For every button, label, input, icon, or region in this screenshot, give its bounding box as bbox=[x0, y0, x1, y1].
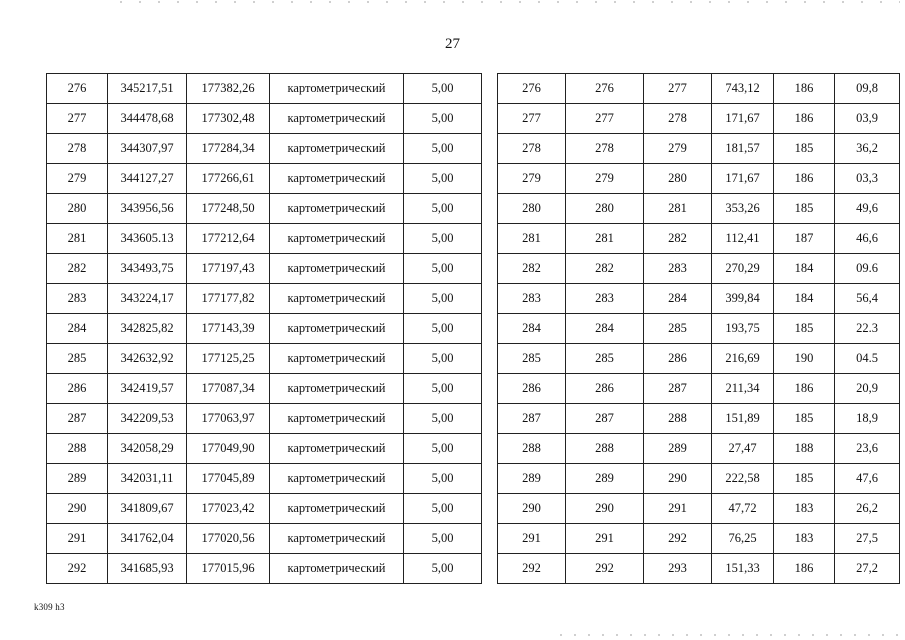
table-cell: 187 bbox=[774, 224, 835, 254]
segments-row bbox=[498, 374, 900, 404]
table-cell: 151,89 bbox=[712, 404, 774, 434]
table-cell: картометрический bbox=[270, 404, 404, 434]
table-cell: 09,8 bbox=[835, 74, 900, 104]
table-cell: 185 bbox=[774, 194, 835, 224]
segments-row bbox=[498, 284, 900, 314]
table-cell: 285 bbox=[47, 344, 108, 374]
table-cell: 5,00 bbox=[404, 314, 482, 344]
table-cell: 18,9 bbox=[835, 404, 900, 434]
table-cell: 287 bbox=[566, 404, 644, 434]
table-cell: 216,69 bbox=[712, 344, 774, 374]
table-cell: 277 bbox=[566, 104, 644, 134]
table-cell: картометрический bbox=[270, 194, 404, 224]
table-cell: 353,26 bbox=[712, 194, 774, 224]
table-cell: 5,00 bbox=[404, 284, 482, 314]
table-cell: 280 bbox=[498, 194, 566, 224]
table-cell: 278 bbox=[566, 134, 644, 164]
coordinates-row bbox=[47, 494, 482, 524]
table-cell: 743,12 bbox=[712, 74, 774, 104]
table-cell: 56,4 bbox=[835, 284, 900, 314]
table-cell: 177087,34 bbox=[187, 374, 270, 404]
coordinates-row bbox=[47, 104, 482, 134]
table-cell: 282 bbox=[644, 224, 712, 254]
table-cell: 277 bbox=[47, 104, 108, 134]
table-cell: 193,75 bbox=[712, 314, 774, 344]
table-cell: 342209,53 bbox=[108, 404, 187, 434]
segments-row bbox=[498, 224, 900, 254]
table-cell: 188 bbox=[774, 434, 835, 464]
table-cell: 177125,25 bbox=[187, 344, 270, 374]
table-cell: 177302,48 bbox=[187, 104, 270, 134]
table-cell: 5,00 bbox=[404, 164, 482, 194]
table-cell: 276 bbox=[47, 74, 108, 104]
table-cell: 177248,50 bbox=[187, 194, 270, 224]
coordinates-row bbox=[47, 374, 482, 404]
table-cell: 344127,27 bbox=[108, 164, 187, 194]
table-cell: 177266,61 bbox=[187, 164, 270, 194]
table-cell: 342058,29 bbox=[108, 434, 187, 464]
table-cell: 284 bbox=[47, 314, 108, 344]
table-cell: 341685,93 bbox=[108, 554, 187, 584]
table-cell: 177045,89 bbox=[187, 464, 270, 494]
segments-row bbox=[498, 164, 900, 194]
table-cell: 26,2 bbox=[835, 494, 900, 524]
table-cell: 5,00 bbox=[404, 254, 482, 284]
table-cell: 186 bbox=[774, 164, 835, 194]
table-cell: 278 bbox=[498, 134, 566, 164]
table-cell: 5,00 bbox=[404, 134, 482, 164]
table-cell: 344307,97 bbox=[108, 134, 187, 164]
table-cell: 287 bbox=[644, 374, 712, 404]
table-cell: 171,67 bbox=[712, 104, 774, 134]
table-cell: 112,41 bbox=[712, 224, 774, 254]
coordinates-row bbox=[47, 554, 482, 584]
table-cell: 151,33 bbox=[712, 554, 774, 584]
table-cell: 23,6 bbox=[835, 434, 900, 464]
table-cell: 342825,82 bbox=[108, 314, 187, 344]
table-cell: 289 bbox=[644, 434, 712, 464]
table-cell: 04.5 bbox=[835, 344, 900, 374]
table-cell: 270,29 bbox=[712, 254, 774, 284]
table-cell: 177382,26 bbox=[187, 74, 270, 104]
table-cell: 177197,43 bbox=[187, 254, 270, 284]
table-cell: 03,3 bbox=[835, 164, 900, 194]
segments-row bbox=[498, 104, 900, 134]
table-cell: картометрический bbox=[270, 554, 404, 584]
table-cell: 281 bbox=[566, 224, 644, 254]
table-cell: 280 bbox=[566, 194, 644, 224]
table-cell: 5,00 bbox=[404, 74, 482, 104]
table-cell: 291 bbox=[498, 524, 566, 554]
table-cell: 177049,90 bbox=[187, 434, 270, 464]
table-cell: 292 bbox=[498, 554, 566, 584]
table-cell: 289 bbox=[566, 464, 644, 494]
table-cell: 76,25 bbox=[712, 524, 774, 554]
table-cell: 292 bbox=[644, 524, 712, 554]
table-cell: 279 bbox=[47, 164, 108, 194]
table-cell: картометрический bbox=[270, 524, 404, 554]
table-cell: 5,00 bbox=[404, 194, 482, 224]
table-cell: 343605.13 bbox=[108, 224, 187, 254]
table-cell: 342031,11 bbox=[108, 464, 187, 494]
table-cell: 281 bbox=[47, 224, 108, 254]
segments-row bbox=[498, 524, 900, 554]
table-cell: 278 bbox=[644, 104, 712, 134]
table-cell: 279 bbox=[498, 164, 566, 194]
table-cell: 5,00 bbox=[404, 374, 482, 404]
table-cell: 287 bbox=[47, 404, 108, 434]
table-cell: 222,58 bbox=[712, 464, 774, 494]
table-cell: 288 bbox=[498, 434, 566, 464]
table-cell: картометрический bbox=[270, 164, 404, 194]
coordinates-row bbox=[47, 194, 482, 224]
table-cell: 290 bbox=[498, 494, 566, 524]
table-cell: 185 bbox=[774, 314, 835, 344]
table-cell: картометрический bbox=[270, 284, 404, 314]
table-cell: картометрический bbox=[270, 314, 404, 344]
table-cell: 399,84 bbox=[712, 284, 774, 314]
table-cell: 285 bbox=[644, 314, 712, 344]
table-cell: 284 bbox=[644, 284, 712, 314]
coordinates-row bbox=[47, 344, 482, 374]
segments-table bbox=[497, 73, 900, 584]
table-cell: 177212,64 bbox=[187, 224, 270, 254]
table-cell: 5,00 bbox=[404, 464, 482, 494]
table-cell: 345217,51 bbox=[108, 74, 187, 104]
table-cell: 186 bbox=[774, 374, 835, 404]
table-cell: 177063,97 bbox=[187, 404, 270, 434]
table-cell: 292 bbox=[47, 554, 108, 584]
table-cell: 277 bbox=[644, 74, 712, 104]
table-cell: 09.6 bbox=[835, 254, 900, 284]
segments-row bbox=[498, 464, 900, 494]
table-cell: 27,2 bbox=[835, 554, 900, 584]
table-cell: 286 bbox=[47, 374, 108, 404]
table-cell: 281 bbox=[498, 224, 566, 254]
table-cell: 5,00 bbox=[404, 104, 482, 134]
table-cell: 283 bbox=[498, 284, 566, 314]
table-cell: 190 bbox=[774, 344, 835, 374]
table-cell: 282 bbox=[47, 254, 108, 284]
coordinates-row bbox=[47, 524, 482, 554]
scan-artifact-bottom bbox=[560, 634, 900, 636]
coordinates-row bbox=[47, 254, 482, 284]
coordinates-row bbox=[47, 134, 482, 164]
table-cell: 186 bbox=[774, 104, 835, 134]
table-cell: 27,47 bbox=[712, 434, 774, 464]
segments-row bbox=[498, 494, 900, 524]
table-cell: 342632,92 bbox=[108, 344, 187, 374]
table-cell: 291 bbox=[566, 524, 644, 554]
table-cell: картометрический bbox=[270, 134, 404, 164]
table-cell: 292 bbox=[566, 554, 644, 584]
table-cell: 280 bbox=[644, 164, 712, 194]
coordinates-row bbox=[47, 284, 482, 314]
table-cell: 46,6 bbox=[835, 224, 900, 254]
table-cell: 279 bbox=[644, 134, 712, 164]
table-cell: 5,00 bbox=[404, 434, 482, 464]
table-cell: картометрический bbox=[270, 224, 404, 254]
segments-row bbox=[498, 134, 900, 164]
table-cell: 291 bbox=[644, 494, 712, 524]
coordinates-table bbox=[46, 73, 482, 584]
table-cell: 280 bbox=[47, 194, 108, 224]
table-cell: 342419,57 bbox=[108, 374, 187, 404]
table-cell: 5,00 bbox=[404, 404, 482, 434]
table-cell: 290 bbox=[566, 494, 644, 524]
table-cell: 5,00 bbox=[404, 554, 482, 584]
segments-row bbox=[498, 344, 900, 374]
coordinates-row bbox=[47, 404, 482, 434]
table-cell: 185 bbox=[774, 134, 835, 164]
table-cell: 276 bbox=[498, 74, 566, 104]
coordinates-row bbox=[47, 434, 482, 464]
table-cell: 283 bbox=[566, 284, 644, 314]
table-cell: 343224,17 bbox=[108, 284, 187, 314]
table-cell: 285 bbox=[498, 344, 566, 374]
table-cell: 344478,68 bbox=[108, 104, 187, 134]
table-cell: картометрический bbox=[270, 104, 404, 134]
table-cell: 289 bbox=[498, 464, 566, 494]
table-cell: 177015,96 bbox=[187, 554, 270, 584]
table-cell: 183 bbox=[774, 524, 835, 554]
coordinates-row bbox=[47, 224, 482, 254]
table-cell: 341809,67 bbox=[108, 494, 187, 524]
table-cell: 291 bbox=[47, 524, 108, 554]
table-cell: 284 bbox=[566, 314, 644, 344]
segments-row bbox=[498, 254, 900, 284]
table-cell: 285 bbox=[566, 344, 644, 374]
table-cell: 184 bbox=[774, 254, 835, 284]
table-cell: 289 bbox=[47, 464, 108, 494]
table-cell: 183 bbox=[774, 494, 835, 524]
table-cell: 211,34 bbox=[712, 374, 774, 404]
table-cell: 293 bbox=[644, 554, 712, 584]
table-cell: 36,2 bbox=[835, 134, 900, 164]
table-cell: 5,00 bbox=[404, 344, 482, 374]
segments-row bbox=[498, 434, 900, 464]
table-cell: 5,00 bbox=[404, 494, 482, 524]
table-cell: 03,9 bbox=[835, 104, 900, 134]
table-cell: 177284,34 bbox=[187, 134, 270, 164]
table-cell: картометрический bbox=[270, 74, 404, 104]
table-cell: картометрический bbox=[270, 254, 404, 284]
table-cell: 277 bbox=[498, 104, 566, 134]
table-cell: 177023,42 bbox=[187, 494, 270, 524]
table-cell: 290 bbox=[47, 494, 108, 524]
table-cell: картометрический bbox=[270, 434, 404, 464]
table-cell: 276 bbox=[566, 74, 644, 104]
table-cell: 171,67 bbox=[712, 164, 774, 194]
table-cell: 281 bbox=[644, 194, 712, 224]
table-cell: 177020,56 bbox=[187, 524, 270, 554]
table-cell: 284 bbox=[498, 314, 566, 344]
table-cell: 290 bbox=[644, 464, 712, 494]
scan-artifact-top bbox=[120, 1, 900, 3]
table-cell: 22.3 bbox=[835, 314, 900, 344]
table-cell: картометрический bbox=[270, 464, 404, 494]
table-cell: 47,72 bbox=[712, 494, 774, 524]
table-cell: 47,6 bbox=[835, 464, 900, 494]
coordinates-row bbox=[47, 464, 482, 494]
table-cell: 5,00 bbox=[404, 524, 482, 554]
table-cell: 49,6 bbox=[835, 194, 900, 224]
table-cell: 186 bbox=[774, 74, 835, 104]
segments-row bbox=[498, 554, 900, 584]
table-cell: 185 bbox=[774, 404, 835, 434]
table-cell: 282 bbox=[498, 254, 566, 284]
table-cell: 177143,39 bbox=[187, 314, 270, 344]
table-cell: 185 bbox=[774, 464, 835, 494]
table-cell: картометрический bbox=[270, 344, 404, 374]
segments-row bbox=[498, 194, 900, 224]
table-cell: 343493,75 bbox=[108, 254, 187, 284]
table-cell: 286 bbox=[498, 374, 566, 404]
table-cell: 286 bbox=[566, 374, 644, 404]
table-cell: 5,00 bbox=[404, 224, 482, 254]
table-cell: 279 bbox=[566, 164, 644, 194]
table-cell: 283 bbox=[47, 284, 108, 314]
coordinates-row bbox=[47, 164, 482, 194]
segments-row bbox=[498, 74, 900, 104]
table-cell: 282 bbox=[566, 254, 644, 284]
table-cell: 186 bbox=[774, 554, 835, 584]
footer-code: k309 h3 bbox=[34, 602, 65, 612]
table-cell: 177177,82 bbox=[187, 284, 270, 314]
table-cell: 278 bbox=[47, 134, 108, 164]
table-cell: 286 bbox=[644, 344, 712, 374]
table-cell: картометрический bbox=[270, 494, 404, 524]
table-cell: 283 bbox=[644, 254, 712, 284]
table-cell: 184 bbox=[774, 284, 835, 314]
table-cell: картометрический bbox=[270, 374, 404, 404]
table-cell: 20,9 bbox=[835, 374, 900, 404]
table-cell: 288 bbox=[47, 434, 108, 464]
table-cell: 288 bbox=[566, 434, 644, 464]
table-cell: 343956,56 bbox=[108, 194, 187, 224]
segments-row bbox=[498, 314, 900, 344]
page-number: 27 bbox=[445, 36, 460, 52]
table-cell: 181,57 bbox=[712, 134, 774, 164]
table-cell: 27,5 bbox=[835, 524, 900, 554]
segments-row bbox=[498, 404, 900, 434]
coordinates-row bbox=[47, 74, 482, 104]
coordinates-row bbox=[47, 314, 482, 344]
table-cell: 287 bbox=[498, 404, 566, 434]
table-cell: 341762,04 bbox=[108, 524, 187, 554]
table-cell: 288 bbox=[644, 404, 712, 434]
